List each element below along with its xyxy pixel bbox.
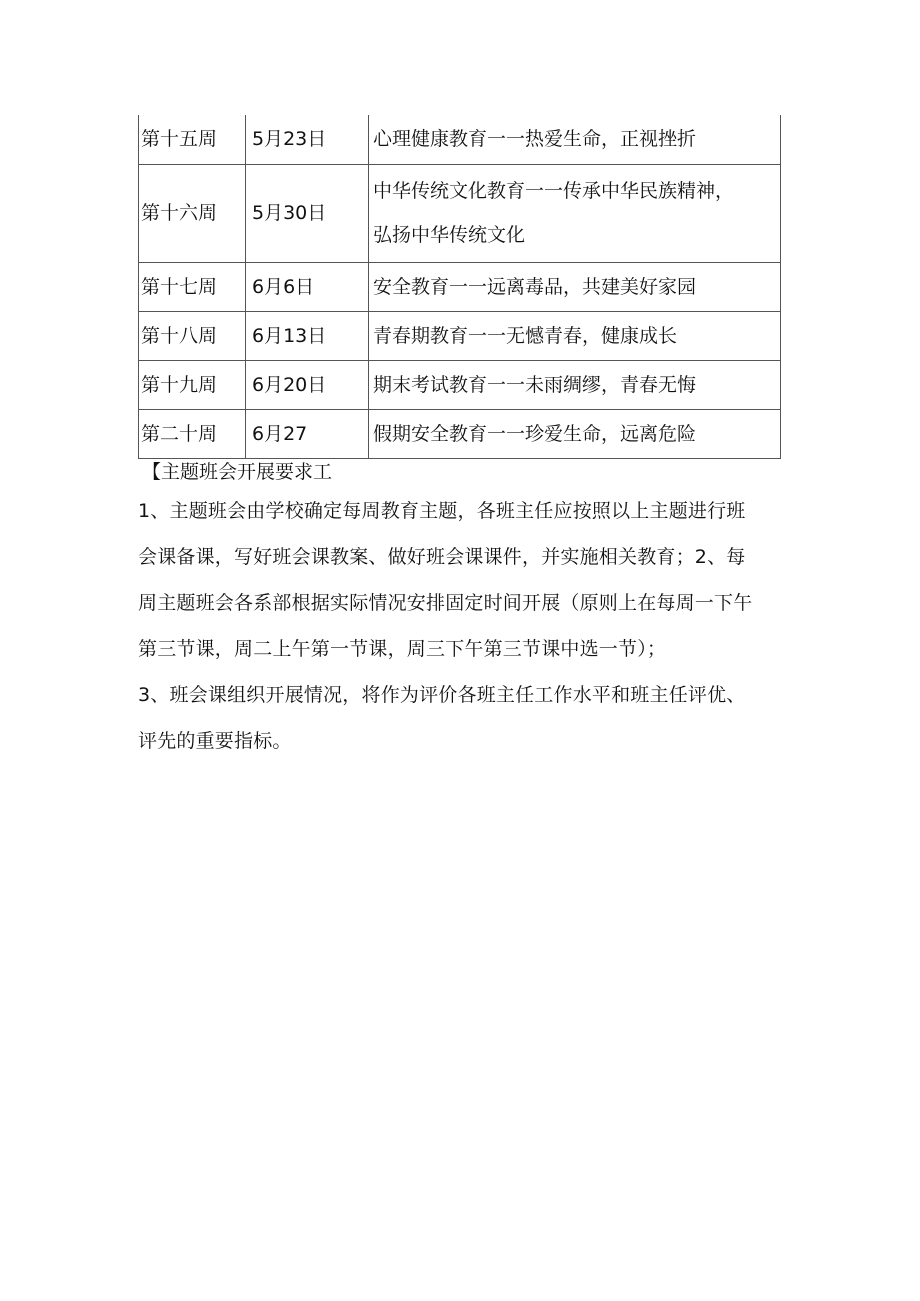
topic-cell (369, 115, 781, 164)
requirements-body (138, 488, 798, 764)
date-cell: 5月30日 (246, 164, 369, 262)
requirements-section (138, 456, 798, 764)
topic-text: 假期安全教育一一珍爱生命，远离危险 (373, 422, 697, 445)
theme-meeting-schedule-table (138, 115, 781, 459)
requirements-line: 周主题班会各系部根据实际情况安排固定时间开展（原则上在每周一下午 (138, 592, 753, 614)
topic-cell (369, 311, 781, 360)
topic-cell (369, 360, 781, 409)
requirements-heading: 【主题班会开展要求工 (142, 461, 333, 483)
week-cell: 第十五周 (139, 115, 246, 164)
table-row (139, 360, 781, 409)
topic-cell (369, 409, 781, 458)
table-row (139, 311, 781, 360)
requirements-line: 3、班会课组织开展情况，将作为评价各班主任工作水平和班主任评优、 (138, 684, 746, 706)
date-cell: 6月13日 (246, 311, 369, 360)
week-cell: 第十七周 (139, 262, 246, 311)
week-cell: 第十六周 (139, 164, 246, 262)
date-cell: 6月20日 (246, 360, 369, 409)
week-cell: 第十八周 (139, 311, 246, 360)
week-cell: 第十九周 (139, 360, 246, 409)
topic-text: 青春期教育一一无憾青春，健康成长 (373, 324, 678, 347)
requirements-line: 会课备课，写好班会课教案、做好班会课课件，并实施相关教育；2、每 (138, 546, 746, 568)
date-cell: 6月6日 (246, 262, 369, 311)
topic-text: 安全教育一一远离毒品，共建美好家园 (373, 275, 697, 298)
requirements-line: 1、主题班会由学校确定每周教育主题，各班主任应按照以上主题进行班 (138, 500, 746, 522)
table-row (139, 409, 781, 458)
topic-text-line-1: 中华传统文化教育一一传承中华民族精神， (373, 180, 735, 202)
topic-text-line-2: 弘扬中华传统文化 (373, 224, 526, 246)
table-row (139, 115, 781, 164)
table-row (139, 262, 781, 311)
date-cell: 5月23日 (246, 115, 369, 164)
table-row (139, 164, 781, 262)
requirements-line: 评先的重要指标。 (138, 730, 292, 752)
topic-cell (369, 262, 781, 311)
topic-text: 期末考试教育一一未雨绸缪，青春无悔 (373, 373, 697, 396)
requirements-line: 第三节课，周二上午第一节课，周三下午第三节课中选一节）； (138, 638, 667, 660)
topic-text: 心理健康教育一一热爱生命，正视挫折 (373, 128, 697, 151)
topic-cell (369, 164, 781, 262)
week-cell: 第二十周 (139, 409, 246, 458)
date-cell: 6月27 (246, 409, 369, 458)
